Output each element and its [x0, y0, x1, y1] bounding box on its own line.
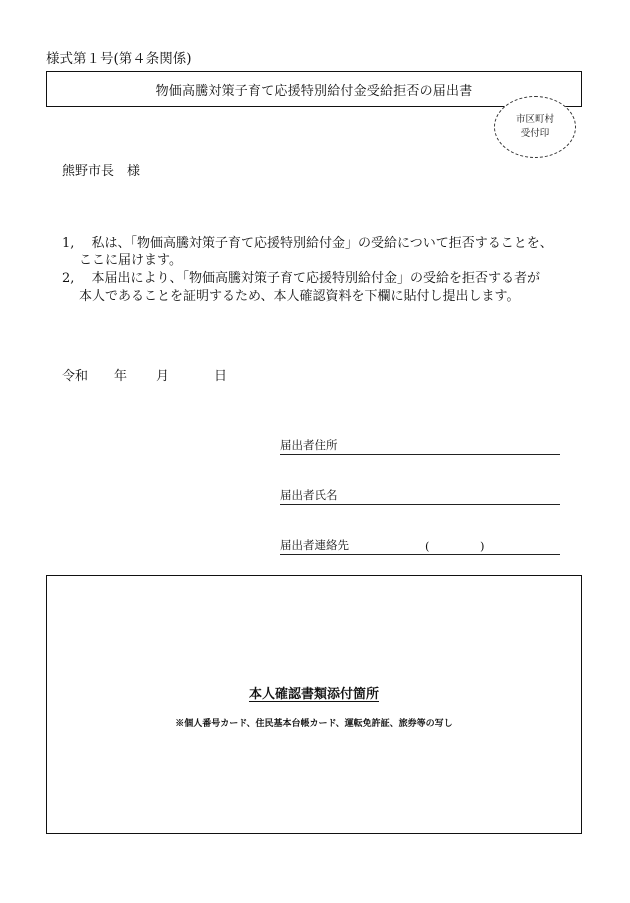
contact-paren-close: )	[480, 539, 485, 553]
paragraph-2-line-2: 本人であることを証明するため、本人確認資料を下欄に貼付し提出します。	[79, 289, 520, 304]
attachment-note: ※個人番号カード、住民基本台帳カード、運転免許証、旅券等の写し	[175, 719, 453, 729]
form-number: 様式第１号(第４条関係)	[46, 51, 192, 67]
attachment-title-wrap	[47, 683, 581, 702]
date-year-label: 年	[114, 369, 128, 384]
date-day-label: 日	[214, 369, 228, 384]
attachment-title: 本人確認書類添付箇所	[248, 687, 379, 702]
date-era: 令和	[62, 369, 89, 384]
reception-stamp-area	[494, 96, 576, 158]
name-label: 届出者氏名	[280, 488, 338, 502]
addressee: 熊野市長 様	[62, 164, 141, 179]
address-field[interactable]	[280, 436, 560, 455]
stamp-label-line1: 市区町村	[515, 114, 554, 125]
contact-label: 届出者連絡先	[280, 538, 349, 552]
contact-field[interactable]	[280, 536, 560, 555]
address-label: 届出者住所	[280, 438, 338, 452]
paragraph-2-line-1: 2, 本届出により、「物価高騰対策子育て応援特別給付金」の受給を拒否する者が	[62, 271, 541, 286]
paragraph-1-line-1: 1, 私は、「物価高騰対策子育て応援特別給付金」の受給について拒否することを、	[62, 236, 553, 251]
name-field[interactable]	[280, 486, 560, 505]
document-title: 物価高騰対策子育て応援特別給付金受給拒否の届出書	[155, 83, 473, 99]
id-document-attachment-box	[46, 575, 582, 834]
date-line	[62, 365, 227, 384]
title-box	[46, 71, 582, 107]
paragraph-1-line-2: ここに届けます。	[79, 253, 182, 268]
stamp-label-line2: 受付印	[520, 128, 550, 139]
date-month-label: 月	[156, 369, 170, 384]
contact-paren-open: (	[425, 539, 430, 553]
